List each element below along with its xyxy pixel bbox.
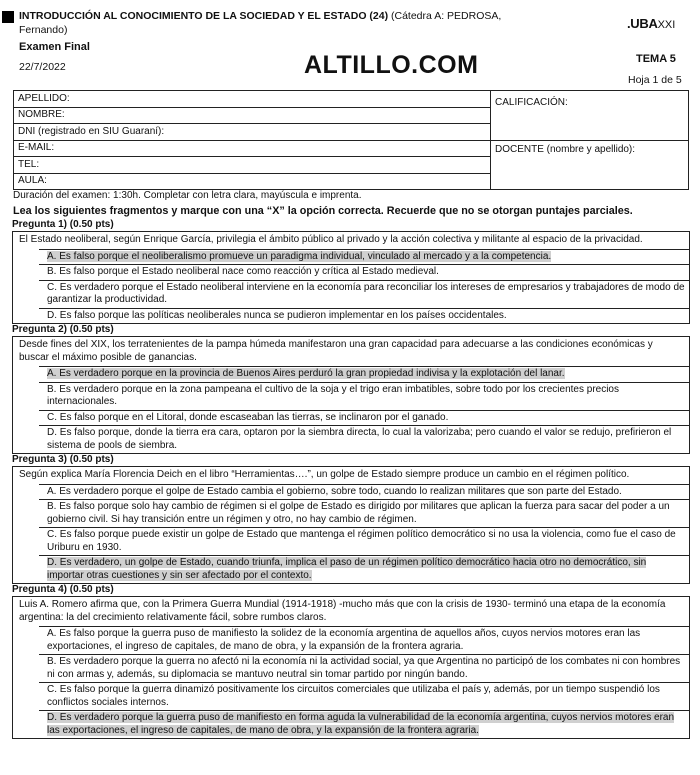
exam-header — [0, 0, 700, 90]
instructions: Lea los siguientes fragmentos y marque con una “X” la opción correcta. Recuerde que no se otorgan puntajes parciales. — [13, 205, 633, 217]
question-box — [12, 231, 690, 324]
exam-type: Examen Final — [19, 41, 90, 53]
question-text: Según explica María Florencia Deich en el libro “Herramientas….”, un golpe de Estado siempre produce un cambio en el régimen político. — [19, 469, 630, 480]
question-label: Pregunta 3) (0.50 pts) — [12, 454, 114, 465]
question-box — [12, 596, 690, 739]
option-d[interactable]: D. Es verdadero, un golpe de Estado, cuando triunfa, implica el paso de un régimen político democrático hacia otro no democrático, sin importar otras cuestiones y sin ser afectado por el contexto. — [39, 555, 689, 583]
apellido-field[interactable]: APELLIDO: — [14, 91, 491, 108]
option-c[interactable]: C. Es falso porque puede existir un golpe de Estado que mantenga el régimen político democrático si no usa la violencia, como fue el caso de Uriburu en 1930. — [39, 527, 689, 555]
question-text: Desde fines del XIX, los terratenientes de la pampa húmeda manifestaron una gran capacidad para adecuarse a las condiciones económicas y buscar el máximo posible de ganancias. — [19, 339, 653, 363]
question-label: Pregunta 1) (0.50 pts) — [12, 219, 114, 230]
question-text: El Estado neoliberal, según Enrique García, privilegia el ámbito público al privado y la acción colectiva y militante al espacio de la privacidad. — [19, 234, 643, 245]
watermark: ALTILLO.COM — [304, 51, 479, 79]
question-3 — [12, 454, 690, 584]
dni-field[interactable]: DNI (registrado en SIU Guaraní): — [14, 124, 491, 141]
student-info-table — [13, 90, 689, 190]
option-b[interactable]: B. Es falso porque solo hay cambio de régimen si el golpe de Estado es dirigido por militares que aplican la fuerza para sacar del poder a un gobierno civil. Si hay transición entre un régimen y otro, no hay cambio de régimen. — [39, 499, 689, 527]
option-c[interactable]: C. Es falso porque en el Litoral, donde escaseaban las tierras, se inclinaron por el ganado. — [39, 410, 689, 426]
question-4 — [12, 584, 690, 739]
question-2 — [12, 324, 690, 454]
nombre-field[interactable]: NOMBRE: — [14, 107, 491, 124]
option-b[interactable]: B. Es verdadero porque la guerra no afectó ni la economía ni la actividad social, ya que Argentina no participó de los combates ni con hombres ni con armas y, además, su diplomacia se mantuvo neutral sin tomar partido por ningún bando. — [39, 654, 689, 682]
question-box — [12, 336, 690, 454]
question-box — [12, 466, 690, 584]
question-label: Pregunta 2) (0.50 pts) — [12, 324, 114, 335]
questions-list — [12, 219, 690, 739]
page-number: Hoja 1 de 5 — [628, 74, 682, 86]
calificacion-field[interactable]: CALIFICACIÓN: — [491, 91, 689, 141]
option-d[interactable]: D. Es verdadero porque la guerra puso de manifiesto en forma aguda la vulnerabilidad de la economía argentina, cuyos nervios motores eran las exportaciones, el ingreso de capitales, de mano de obra, y la expansión de la frontera agraria. — [39, 710, 689, 738]
option-a[interactable]: A. Es falso porque la guerra puso de manifiesto la solidez de la economía argentina de aquellos años, cuyos nervios motores eran las exportaciones, el ingreso de capitales, de mano de obra, y la expansión de la frontera agraria. — [39, 626, 689, 654]
uba-xxi-logo: .UBAXXI — [627, 16, 676, 31]
option-d[interactable]: D. Es falso porque, donde la tierra era cara, optaron por la siembra directa, lo cual la valorizaba; pero cuando el valor se redujo, prefirieron el sistema de pools de siembra. — [39, 425, 689, 453]
option-c[interactable]: C. Es verdadero porque el Estado neoliberal interviene en la economía para reconciliar los intereses de empresarios y trabajadores de modo de garantizar la productividad. — [39, 280, 689, 308]
option-c[interactable]: C. Es falso porque la guerra dinamizó positivamente los circuitos comerciales que utilizaba el país y, además, por un tiempo suspendió los conflictos sociales internos. — [39, 682, 689, 710]
question-text: Luis A. Romero afirma que, con la Primera Guerra Mundial (1914-1918) -mucho más que con la crisis de 1930- terminó una etapa de la economía argentina: la del crecimiento relativamente fácil, sobre rumbos claros. — [19, 599, 666, 623]
exam-date: 22/7/2022 — [19, 61, 66, 73]
question-label: Pregunta 4) (0.50 pts) — [12, 584, 114, 595]
course-title: INTRODUCCIÓN AL CONOCIMIENTO DE LA SOCIEDAD Y EL ESTADO (24) (Cátedra A: PEDROSA, Fernando) — [19, 10, 502, 36]
option-a[interactable]: A. Es verdadero porque en la provincia de Buenos Aires perduró la gran propiedad indivisa y la explotación del lanar. — [39, 366, 689, 382]
docente-field[interactable]: DOCENTE (nombre y apellido): — [491, 140, 689, 190]
option-b[interactable]: B. Es verdadero porque en la zona pampeana el cultivo de la soja y el trigo eran imbatibles, sobre todo por los crecientes precios internacionales. — [39, 382, 689, 410]
tel-field[interactable]: TEL: — [14, 157, 491, 174]
email-field[interactable]: E-MAIL: — [14, 140, 491, 157]
tema-label: TEMA 5 — [636, 53, 676, 65]
aula-field[interactable]: AULA: — [14, 173, 491, 190]
option-d[interactable]: D. Es falso porque las políticas neoliberales nunca se pudieron implementar en los países occidentales. — [39, 308, 689, 324]
option-a[interactable]: A. Es verdadero porque el golpe de Estado cambia el gobierno, sobre todo, cuando lo realizan militares que son parte del Estado. — [39, 484, 689, 500]
bullet-square-icon — [2, 11, 14, 23]
question-1 — [12, 219, 690, 324]
duration-note: Duración del examen: 1:30h. Completar con letra clara, mayúscula e imprenta. — [13, 190, 362, 201]
option-b[interactable]: B. Es falso porque el Estado neoliberal nace como reacción y crítica al Estado medieval. — [39, 264, 689, 280]
option-a[interactable]: A. Es falso porque el neoliberalismo promueve un paradigma individual, vinculado al mercado y a la competencia. — [39, 249, 689, 265]
